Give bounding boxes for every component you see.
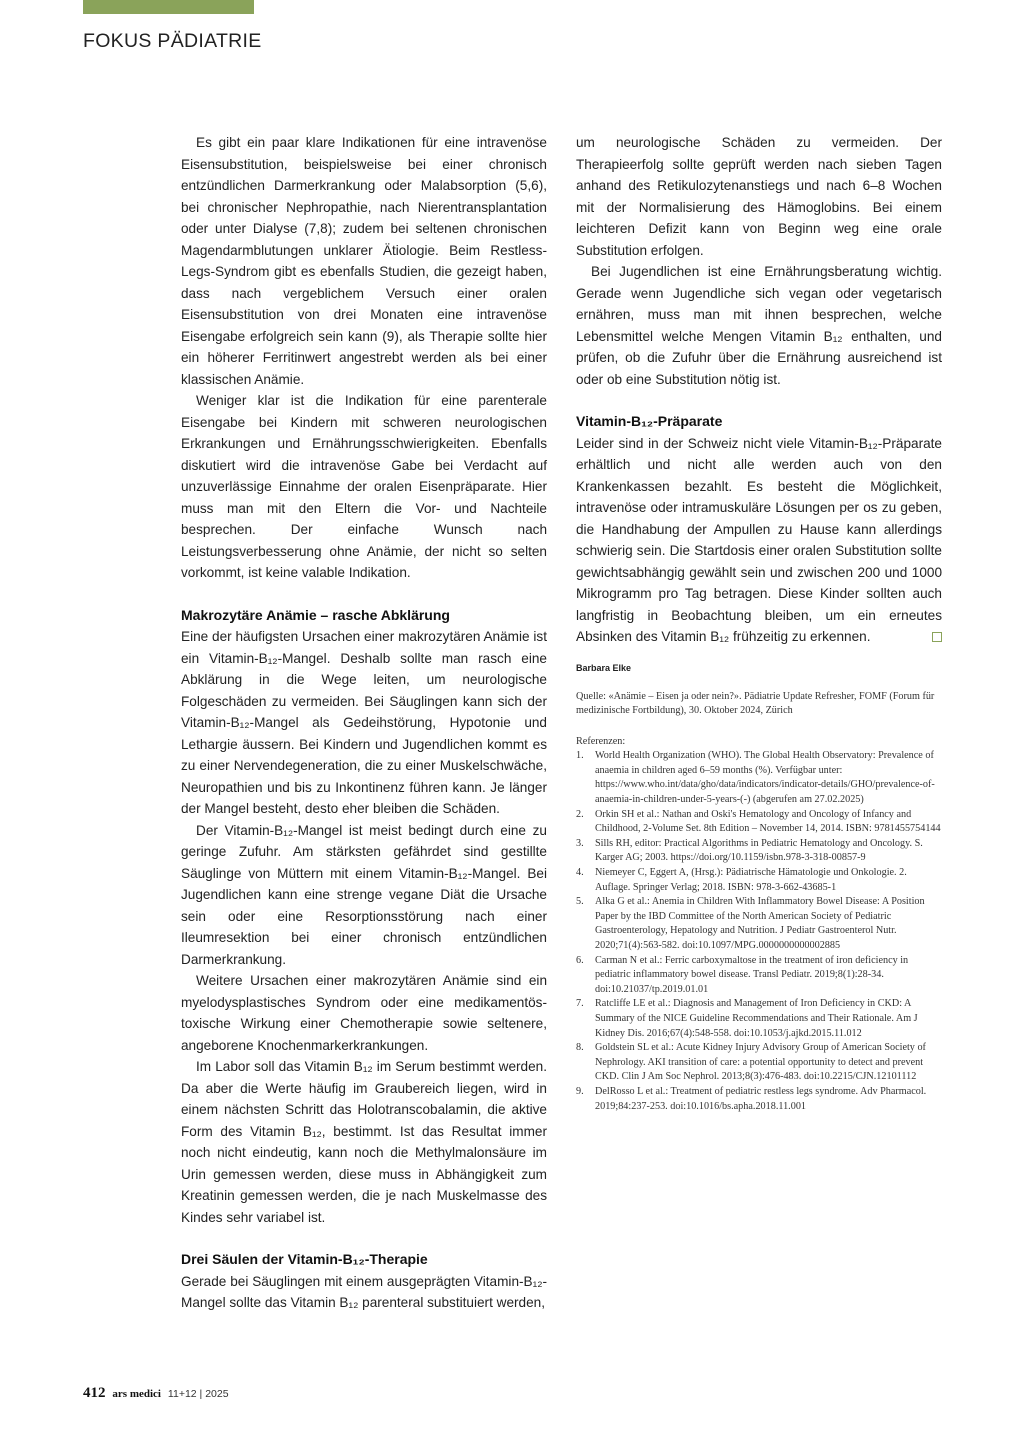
paragraph: um neurologische Schäden zu vermeiden. Der Therapieerfolg sollte geprüft werden nach sieben Tagen anhand des Retikulozytenanstiegs und nach 6–8 Wochen mit der Normalisierung des Hämoglobins. Bei einem leichteren Defizit kann von Beginn weg eine orale Substitution erfolgen. (576, 135, 942, 258)
paragraph: Eine der häufigsten Ursachen einer makrozytären Anämie ist ein Vitamin-B₁₂-Mangel. Deshalb sollte man rasch eine Abklärung in die Wege leiten, um neurologische Folgeschäden zu vermeiden. Bei Säuglingen kann sich der Vitamin-B₁₂-Mangel als Gedeihstörung, Hypotonie und Lethargie äussern. Bei Kindern und Jugendlichen kommt es zu einer Nervendegeneration, die zu einer Muskelschwäche, Neuropathien und bis zu Inkontinenz führen kann. Je länger der Mangel besteht, desto eher bleiben die Schäden. (181, 629, 547, 816)
paragraph: Es gibt ein paar klare Indikationen für eine intravenöse Eisensubstitution, beispielsweise bei einer chronisch entzündlichen Darmerkrankung oder Malabsorption (5,6), bei chronischer Nephropathie, nach Nierentransplantation oder unter Dialyse (7,8); zudem bei seltenen chronischen Magendarmblutungen unklarer Ätiologie. Beim Restless-Legs-Syndrom gibt es ebenfalls Studien, die gezeigt haben, dass nach vergeblichem Versuch einer oralen Eisensubstitution von drei Monaten eine intravenöse Eisengabe erfolgreich sein kann (9), als Therapie sollte hier ein höherer Ferritinwert angestrebt werden als bei einer klassischen Anämie. (181, 135, 547, 387)
paragraph: Weitere Ursachen einer makrozytären Anämie sind ein myelodysplastisches Syndrom oder eine medikamentös-toxische Wirkung einer Chemotherapie sowie seltenere, angeborene Knochenmarkerkrankungen. (181, 973, 547, 1053)
reference-text: World Health Organization (WHO). The Global Health Observatory: Prevalence of anaemia in children aged 6–59 months (%). Verfügbar unter: https://www.who.int/data/gho/data/indicators/indicator-details/GHO/prevalence-of-anaemia-in-children-under-5-years-(-) (abgerufen am 27.02.2025) (595, 750, 935, 806)
reference-number: 4. (576, 867, 584, 879)
reference-text: Orkin SH et al.: Nathan and Oski's Hematology and Oncology of Infancy and Childhood, 2-Volume Set. 8th Edition – November 14, 2014. ISBN: 9781455754144 (595, 808, 941, 835)
header-accent-bar (83, 0, 254, 14)
reference-item (576, 866, 942, 895)
paragraph: Gerade bei Säuglingen mit einem ausgeprägten Vitamin-B₁₂-Mangel sollte das Vitamin B₁₂ parenteral substituiert werden, (181, 1273, 547, 1310)
reference-text: Ratcliffe LE et al.: Diagnosis and Management of Iron Deficiency in CKD: A Summary of the NICE Guideline Recommendations and Their Rationale. Am J Kidney Dis. 2016;67(4):548-558. doi:10.1053/j.ajkd.2015.11.012 (595, 998, 918, 1039)
author-name: Barbara Elke (576, 662, 632, 673)
reference-item (576, 895, 942, 953)
reference-text: DelRosso L et al.: Treatment of pediatric restless legs syndrome. Adv Pharmacol. 2019;84:237-253. doi:10.1016/bs.apha.2018.11.001 (595, 1085, 927, 1112)
source-note: Quelle: «Anämie – Eisen ja oder nein?». Pädiatrie Update Refresher, FOMF (Forum für medizinische Fortbildung), 30. Oktober 2024, Zürich (576, 690, 935, 717)
reference-text: Niemeyer C, Eggert A, (Hrsg.): Pädiatrische Hämatologie und Onkologie. 2. Auflage. Springer Verlag; 2018. ISBN: 978-3-662-43685-1 (595, 867, 907, 893)
reference-number: 5. (576, 896, 584, 908)
reference-number: 6. (576, 954, 584, 966)
reference-number: 8. (576, 1042, 584, 1054)
paragraph-text: Leider sind in der Schweiz nicht viele Vitamin-B₁₂-Präparate erhältlich und nicht alle werden auch von den Krankenkassen bezahlt. Es besteht die Möglichkeit, intravenöse oder intramuskuläre Lösungen per os zu geben, die Handhabung der Ampullen zu Hause kann allerdings schwierig sein. Die Startdosis einer oralen Substitution sollte gewichtsabhängig gewählt sein und zwischen 200 und 1000 Mikrogramm pro Tag betragen. Diese Kinder sollten auch langfristig in Beobachtung bleiben, um ein erneutes Absinken des Vitamin B₁₂ frühzeitig zu erkennen. (576, 435, 942, 644)
section-heading: Makrozytäre Anämie – rasche Abklärung (181, 606, 450, 623)
section-label: FOKUS PÄDIATRIE (83, 30, 262, 52)
reference-number: 9. (576, 1085, 584, 1097)
references-list (576, 749, 942, 1114)
section-heading: Drei Säulen der Vitamin-B₁₂-Therapie (181, 1251, 428, 1267)
reference-text: Alka G et al.: Anemia in Children With Inflammatory Bowel Disease: A Position Paper by the IBD Committee of the North American Society of Pediatric Gastroenterology, Hepatology and Nutrition. J Pediatr Gastroenterol Nutr. 2020;71(4):563-582. doi:10.1097/MPG.0000000000002885 (595, 896, 925, 951)
section-heading: Vitamin-B₁₂-Präparate (576, 413, 723, 429)
reference-item (576, 997, 942, 1041)
page-number: 412 (83, 1385, 106, 1401)
issue-info: 11+12 | 2025 (167, 1388, 229, 1400)
right-column (576, 132, 942, 1114)
paragraph: Bei Jugendlichen ist eine Ernährungsberatung wichtig. Gerade wenn Jugendliche sich vegan oder vegetarisch ernähren, muss man mit ihnen besprechen, welche Lebensmittel welche Mengen Vitamin B₁₂ enthalten, und prüfen, ob die Zufuhr über die Ernährung ausreichend ist oder ob eine Substitution nötig ist. (576, 264, 942, 387)
reference-item (576, 954, 942, 998)
reference-text: Sills RH, editor: Practical Algorithms in Pediatric Hematology and Oncology. S. Karger AG; 2003. https://doi.org/10.1159/isbn.978-3-318-00857-9 (595, 837, 923, 864)
reference-text: Carman N et al.: Ferric carboxymaltose in the treatment of iron deficiency in pediatric inflammatory bowel disease. Transl Pediatr. 2019;8(1):28-34. doi:10.21037/tp.2019.01.01 (595, 954, 909, 995)
reference-number: 2. (576, 808, 584, 820)
reference-number: 1. (576, 750, 584, 762)
reference-item (576, 1085, 942, 1114)
reference-item (576, 1041, 942, 1085)
left-column (181, 132, 547, 1314)
paragraph-with-end-mark (576, 433, 942, 648)
reference-item (576, 837, 942, 866)
reference-number: 3. (576, 837, 584, 849)
paragraph: Der Vitamin-B₁₂-Mangel ist meist bedingt durch eine zu geringe Zufuhr. Am stärksten gefährdet sind gestillte Säuglinge von Müttern mit einem Vitamin-B₁₂-Mangel. Bei Jugendlichen kann eine strenge vegane Diät die Ursache sein oder eine Resorptionsstörung nach einer Ileumresektion bei einer chronisch entzündlichen Darmerkrankung. (181, 822, 547, 967)
end-of-article-icon (932, 632, 942, 642)
page-footer (83, 1385, 229, 1402)
paragraph: Im Labor soll das Vitamin B₁₂ im Serum bestimmt werden. Da aber die Werte häufig im Graubereich liegen, wird in einem nächsten Schritt das Holotranscobalamin, die aktive Form des Vitamin B₁₂, bestimmt. Ist das Resultat immer noch nicht eindeutig, kann noch die Methylmalonsäure im Urin gemessen werden, diese muss in Abhängigkeit zum Kreatinin gemessen werden, die je nach Muskelmasse des Kindes sehr variabel ist. (181, 1059, 547, 1225)
reference-item (576, 808, 942, 837)
references-title: Referenzen: (576, 735, 626, 747)
reference-number: 7. (576, 998, 584, 1010)
journal-name: ars medici (112, 1388, 161, 1400)
reference-text: Goldstein SL et al.: Acute Kidney Injury Advisory Group of American Society of Nephrology. AKI transition of care: a potential opportunity to detect and prevent CKD. Clin J Am Soc Nephrol. 2013;8(3):476-483. doi:10.2215/CJN.12101112 (595, 1042, 926, 1083)
reference-item (576, 749, 942, 807)
paragraph: Weniger klar ist die Indikation für eine parenterale Eisengabe bei Kindern mit schweren neurologischen Erkrankungen und Ernährungsschwierigkeiten. Ebenfalls diskutiert wird die intravenöse Gabe bei Verdacht auf unzuverlässige Einnahme der oralen Eisenpräparate. Hier muss man mit den Eltern die Vor- und Nachteile besprechen. Der einfache Wunsch nach Leistungsverbesserung ohne Anämie, der nicht so selten vorkommt, ist keine valable Indikation. (181, 393, 547, 580)
